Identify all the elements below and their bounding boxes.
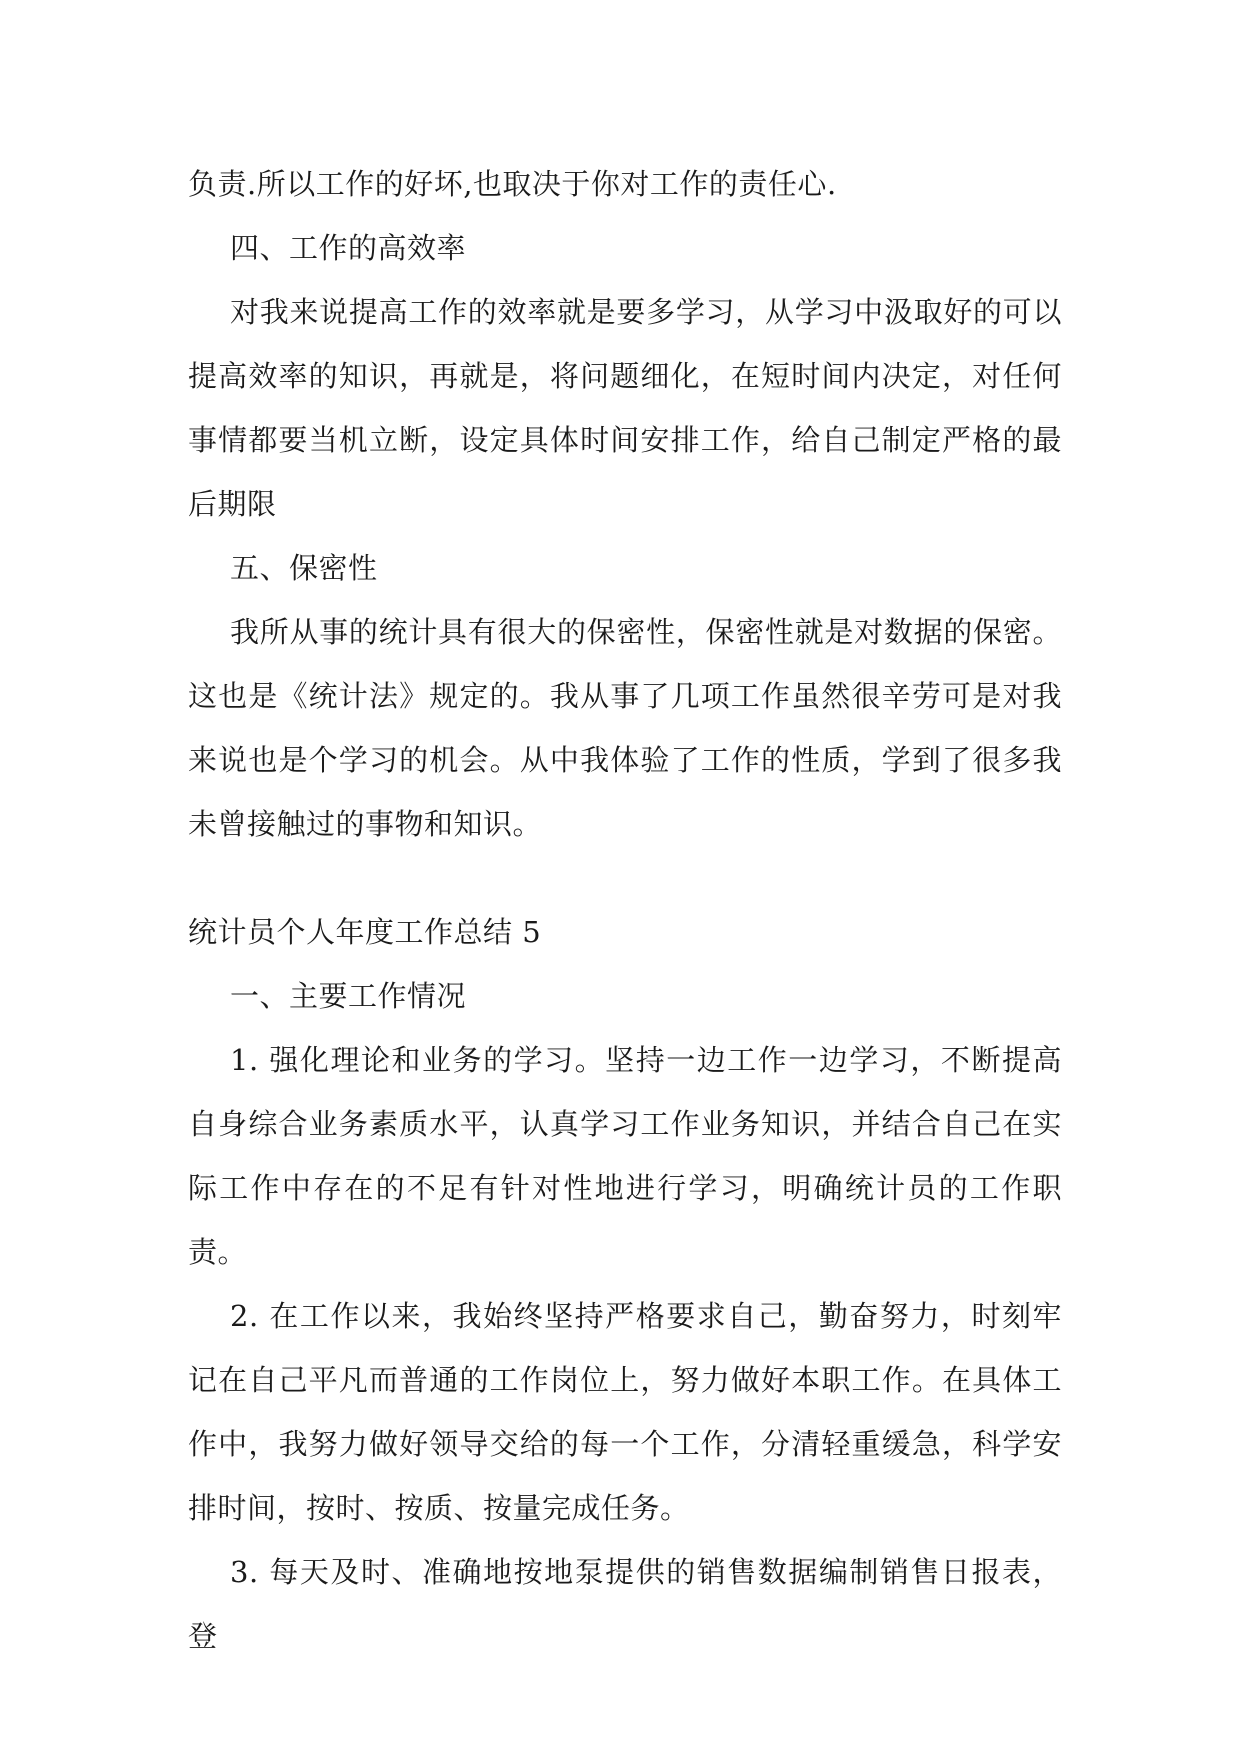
- paragraph-continuation: 负责.所以工作的好坏,也取决于你对工作的责任心.: [188, 167, 837, 201]
- heading-efficiency: 四、工作的高效率: [230, 231, 467, 265]
- paragraph-efficiency: 对我来说提高工作的效率就是要多学习，从学习中汲取好的可以提高效率的知识，再就是，将问题细化，在短时间内决定，对任何事情都要当机立断，设定具体时间安排工作，给自己制定严格的最后期限: [188, 295, 1062, 521]
- list-item-1: 1. 强化理论和业务的学习。坚持一边工作一边学习，不断提高自身综合业务素质水平，认真学习工作业务知识，并结合自己在实际工作中存在的不足有针对性地进行学习，明确统计员的工作职责。: [188, 1043, 1062, 1269]
- list-item-2: 2. 在工作以来，我始终坚持严格要求自己，勤奋努力，时刻牢记在自己平凡而普通的工作岗位上，努力做好本职工作。在具体工作中，我努力做好领导交给的每一个工作，分清轻重缓急，科学安排时间，按时、按质、按量完成任务。: [188, 1299, 1062, 1525]
- section-title: 统计员个人年度工作总结 5: [188, 915, 542, 949]
- heading-confidentiality: 五、保密性: [230, 551, 378, 585]
- heading-main-work: 一、主要工作情况: [230, 979, 467, 1013]
- section-spacer: [188, 856, 1062, 900]
- list-item-3: 3. 每天及时、准确地按地泵提供的销售数据编制销售日报表，登: [188, 1555, 1062, 1653]
- paragraph-confidentiality: 我所从事的统计具有很大的保密性，保密性就是对数据的保密。这也是《统计法》规定的。我从事了几项工作虽然很辛劳可是对我来说也是个学习的机会。从中我体验了工作的性质，学到了很多我未曾接触过的事物和知识。: [188, 615, 1062, 841]
- document-body: [188, 152, 1062, 1668]
